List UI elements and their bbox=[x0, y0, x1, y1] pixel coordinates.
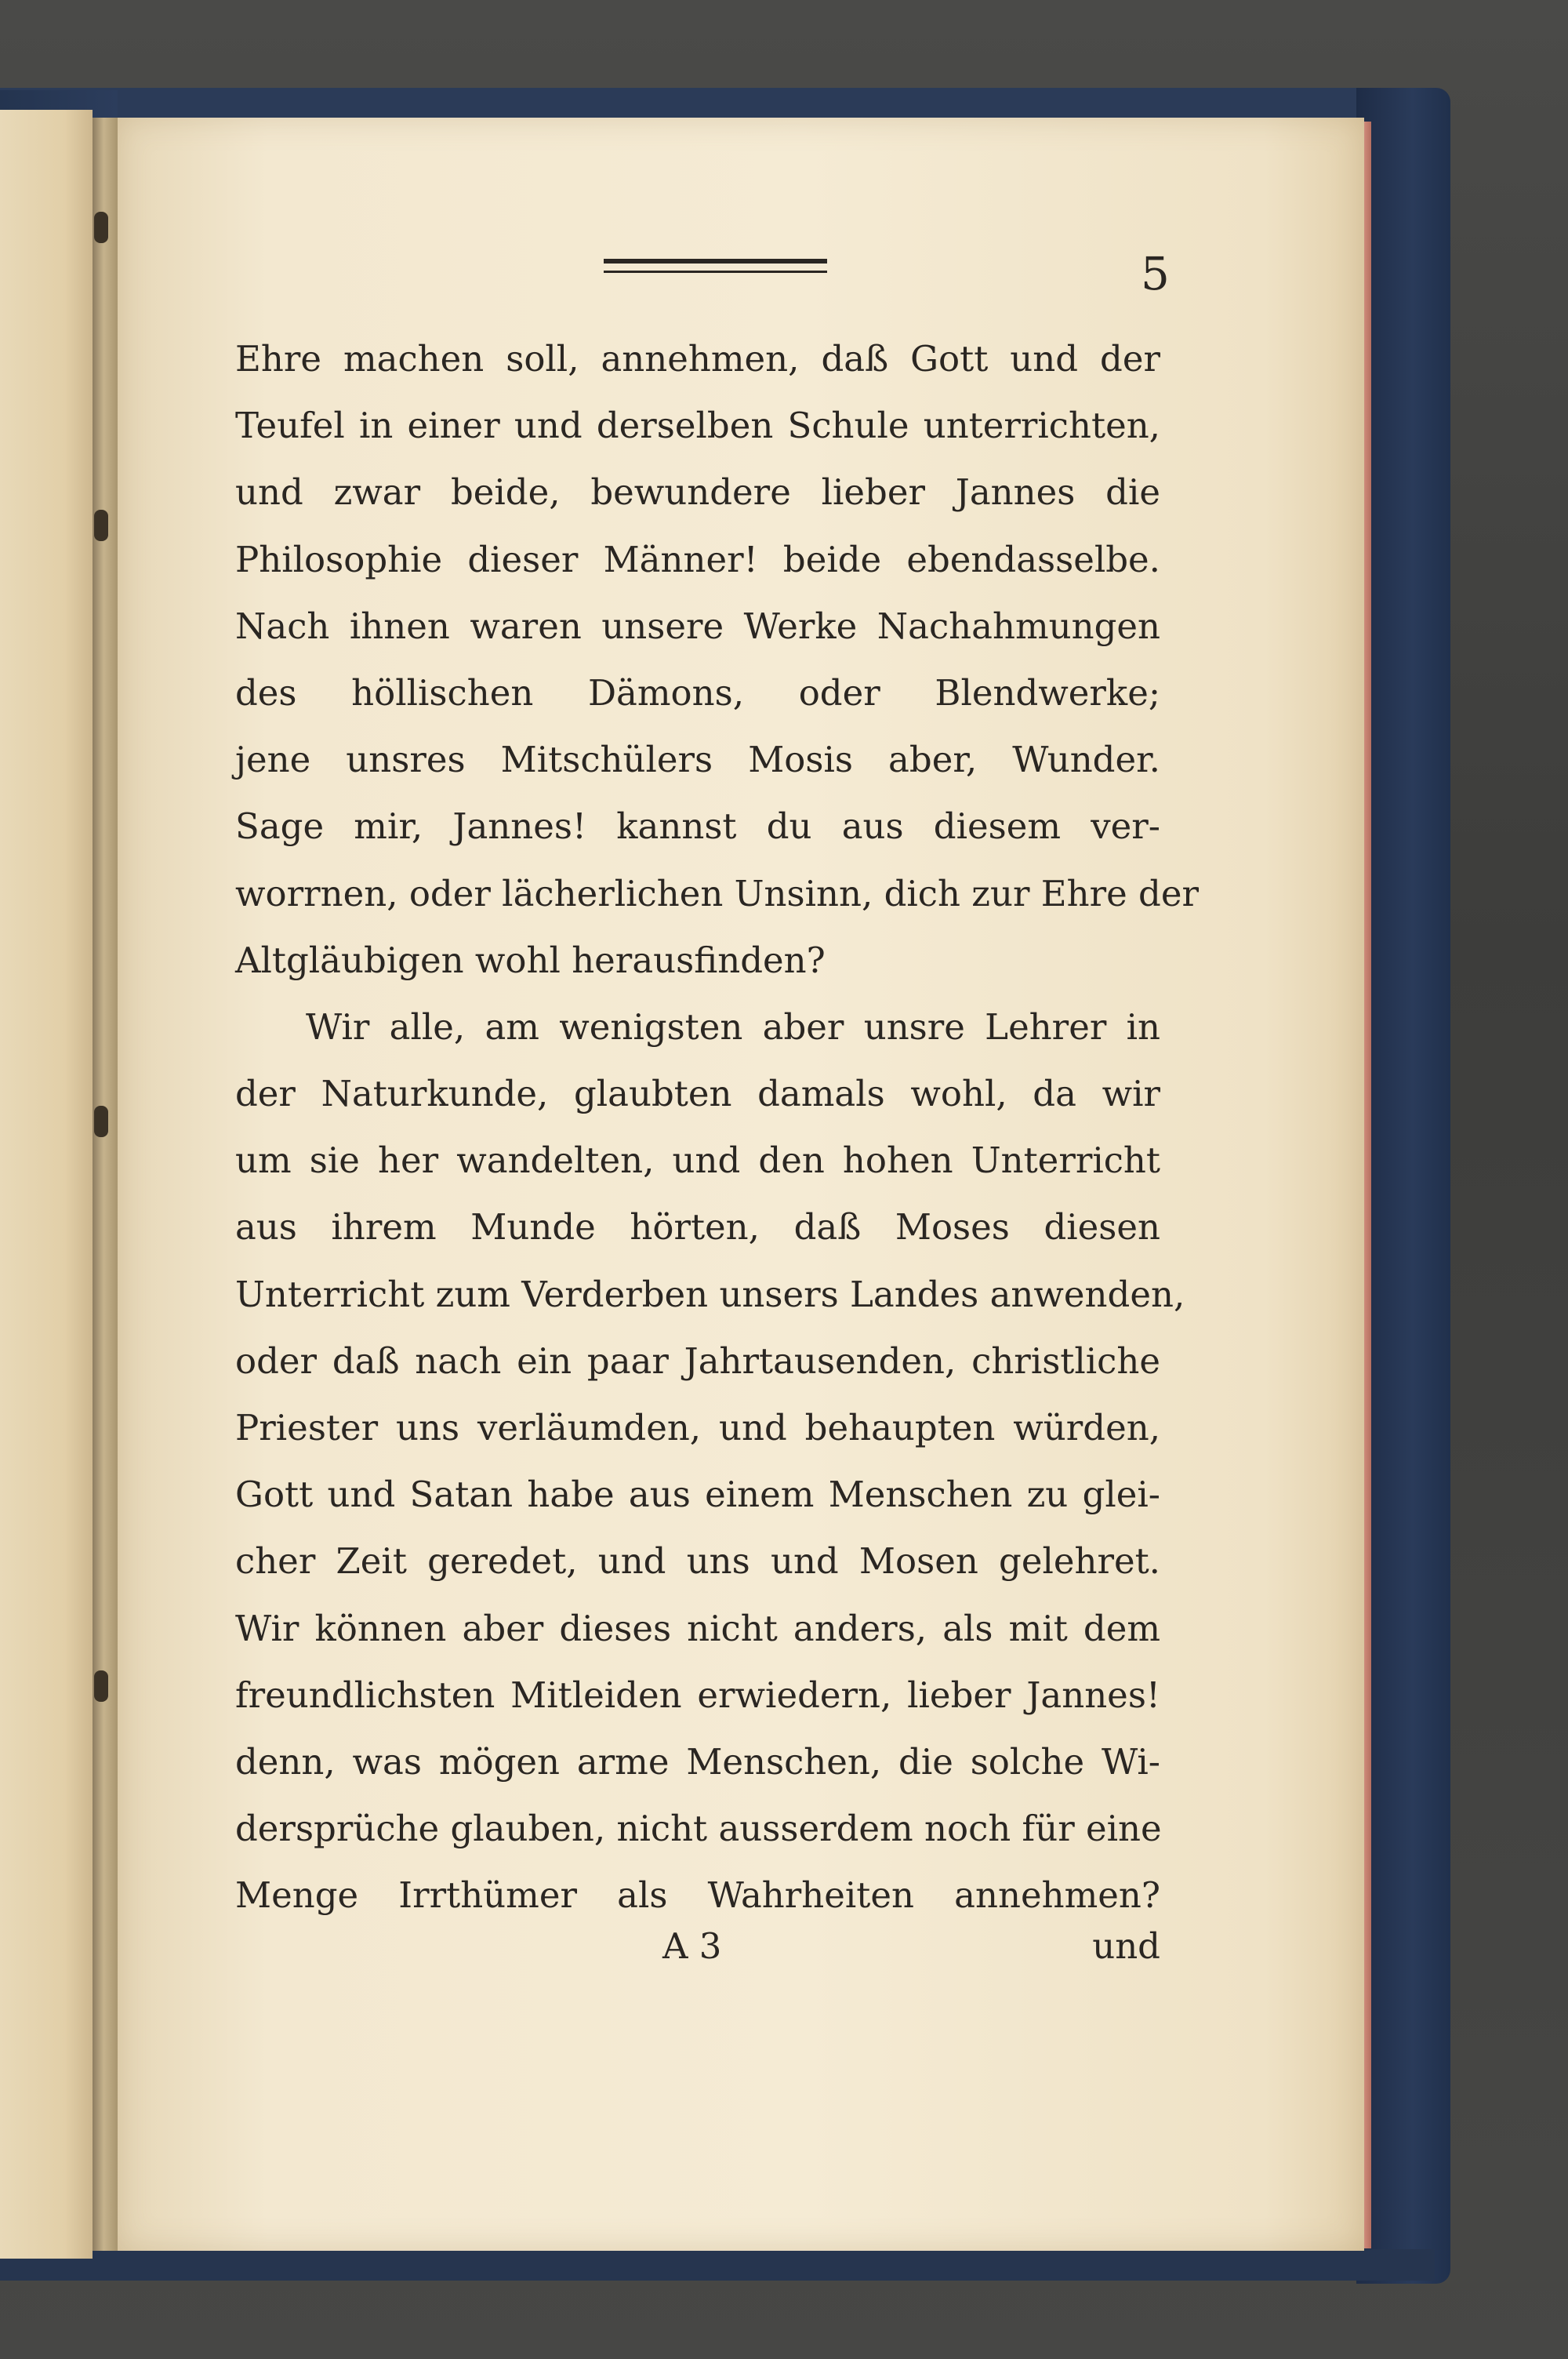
text-line: Unterricht zum Verderben unsers Landes anwenden, bbox=[235, 1273, 1185, 1315]
text-line: Priester uns verläumden, und behaupten würden, bbox=[235, 1407, 1160, 1448]
text-line: denn, was mögen arme Menschen, die solche Wi- bbox=[235, 1740, 1160, 1783]
text-line: Teufel in einer und derselben Schule unterrichten, bbox=[235, 405, 1160, 447]
binding-thread-hole bbox=[94, 510, 108, 541]
facing-page-edge bbox=[0, 110, 93, 2259]
text-line: und zwar beide, bewundere lieber Jannes die bbox=[235, 471, 1160, 514]
page-text bbox=[235, 325, 1199, 1929]
text-line: um sie her wandelten, und den hohen Unterricht bbox=[235, 1140, 1160, 1182]
text-line: Gott und Satan habe aus einem Menschen zu glei- bbox=[235, 1474, 1160, 1516]
text-line: Menge Irrthümer als Wahrheiten annehmen? bbox=[235, 1874, 1160, 1917]
binding-thread-hole bbox=[94, 212, 108, 243]
text-line: Nach ihnen waren unsere Werke Nachahmungen bbox=[235, 605, 1160, 647]
header-rule bbox=[604, 259, 827, 273]
binding-thread-hole bbox=[94, 1106, 108, 1137]
text-line: dersprüche glauben, nicht ausserdem noch für eine bbox=[235, 1808, 1162, 1850]
page-number: 5 bbox=[1141, 247, 1170, 300]
binding-thread-hole bbox=[94, 1670, 108, 1702]
signature-mark: A 3 bbox=[662, 1925, 722, 1967]
book-cover-top-edge bbox=[0, 88, 1435, 119]
text-line: des höllischen Dämons, oder Blendwerke; bbox=[235, 671, 1160, 714]
book-cover-bottom-edge bbox=[0, 2249, 1435, 2281]
catchword: und bbox=[1092, 1925, 1160, 1967]
text-line: Altgläubigen wohl herausfinden? bbox=[235, 939, 826, 981]
text-line: worrnen, oder lächerlichen Unsinn, dich zur Ehre der bbox=[235, 872, 1199, 914]
text-line: freundlichsten Mitleiden erwiedern, lieber Jannes! bbox=[235, 1674, 1160, 1716]
text-line: Ehre machen soll, annehmen, daß Gott und der bbox=[235, 338, 1160, 380]
text-line: Wir können aber dieses nicht anders, als mit dem bbox=[235, 1607, 1160, 1649]
text-line: der Naturkunde, glaubten damals wohl, da wir bbox=[235, 1073, 1160, 1115]
text-line: Philosophie dieser Männer! beide ebendasselbe. bbox=[235, 538, 1160, 580]
text-line: oder daß nach ein paar Jahrtausenden, christliche bbox=[235, 1339, 1160, 1382]
text-line: aus ihrem Munde hörten, daß Moses diesen bbox=[235, 1206, 1160, 1249]
page-footer bbox=[235, 1925, 1160, 1988]
book-gutter bbox=[93, 118, 118, 2251]
text-line: Wir alle, am wenigsten aber unsre Lehrer in bbox=[306, 1005, 1160, 1048]
text-line: cher Zeit geredet, und uns und Mosen gelehret. bbox=[235, 1540, 1160, 1583]
text-line: Sage mir, Jannes! kannst du aus diesem ver- bbox=[235, 805, 1160, 848]
text-line: jene unsres Mitschülers Mosis aber, Wunder. bbox=[235, 739, 1160, 781]
